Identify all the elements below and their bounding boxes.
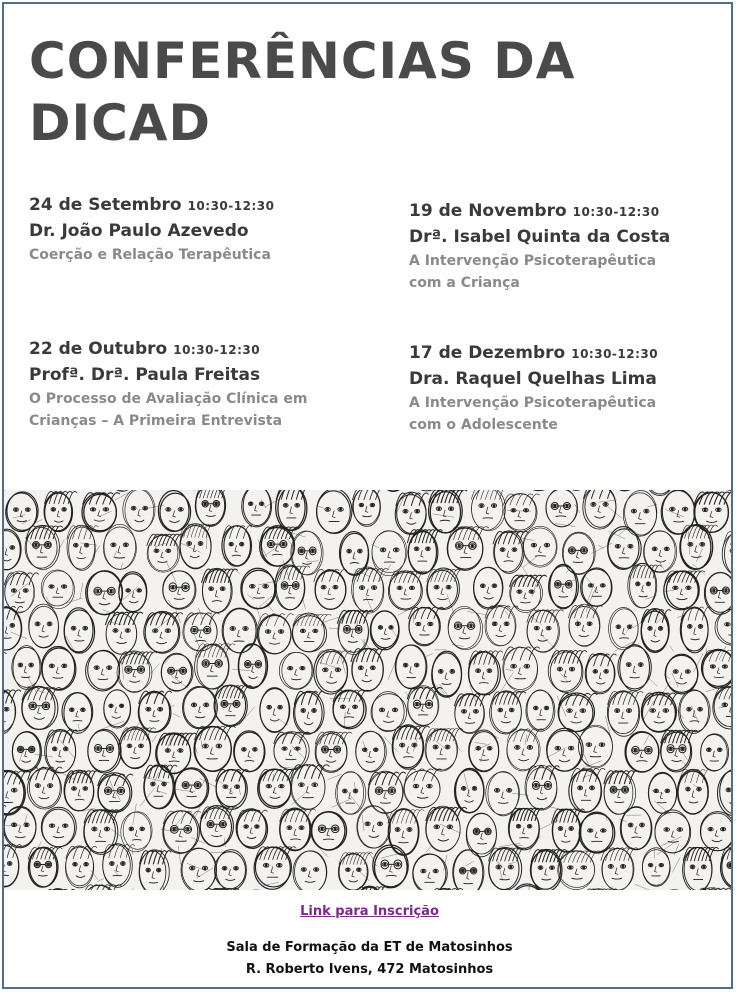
conference-speaker: Dr. João Paulo Azevedo (29, 221, 249, 241)
conference-time: 10:30-12:30 (187, 199, 275, 213)
conference-topic-line: A Intervenção Psicoterapêutica (409, 253, 657, 269)
crowd-sketch-image (4, 490, 733, 890)
conference-topic-line: com a Criança (409, 275, 520, 291)
conference-topic (29, 244, 369, 266)
conference-topic (29, 388, 369, 432)
conference-block-september (29, 194, 369, 266)
conference-time: 10:30-12:30 (572, 205, 660, 219)
conference-topic-line: Coerção e Relação Terapêutica (29, 247, 271, 263)
venue-line: Sala de Formação da ET de Matosinhos (226, 940, 513, 955)
conference-topic (409, 392, 733, 436)
poster-title: CONFERÊNCIAS DA DICAD (29, 32, 576, 152)
registration-link[interactable]: Link para Inscrição (300, 904, 439, 919)
venue-address (4, 937, 733, 981)
crowd-sketch-illustration (4, 490, 733, 890)
conference-date: 17 de Dezembro (409, 343, 566, 363)
conference-speaker: Profª. Drª. Paula Freitas (29, 365, 261, 385)
conference-topic-line: Crianças – A Primeira Entrevista (29, 413, 283, 429)
conference-date: 24 de Setembro (29, 195, 182, 215)
conference-time: 10:30-12:30 (571, 347, 659, 361)
conference-speaker: Dra. Raquel Quelhas Lima (409, 369, 657, 389)
poster-frame (2, 2, 733, 989)
conference-block-november (409, 200, 733, 294)
conference-date: 22 de Outubro (29, 339, 168, 359)
conference-topic-line: com o Adolescente (409, 417, 558, 433)
conference-topic-line: A Intervenção Psicoterapêutica (409, 395, 657, 411)
conference-topic (409, 250, 733, 294)
conference-date: 19 de Novembro (409, 201, 567, 221)
conference-block-october (29, 338, 369, 432)
conference-speaker: Drª. Isabel Quinta da Costa (409, 227, 671, 247)
conference-topic-line: O Processo de Avaliação Clínica em (29, 391, 308, 407)
venue-line: R. Roberto Ivens, 472 Matosinhos (245, 962, 494, 977)
conference-block-december (409, 342, 733, 436)
conference-time: 10:30-12:30 (173, 343, 261, 357)
